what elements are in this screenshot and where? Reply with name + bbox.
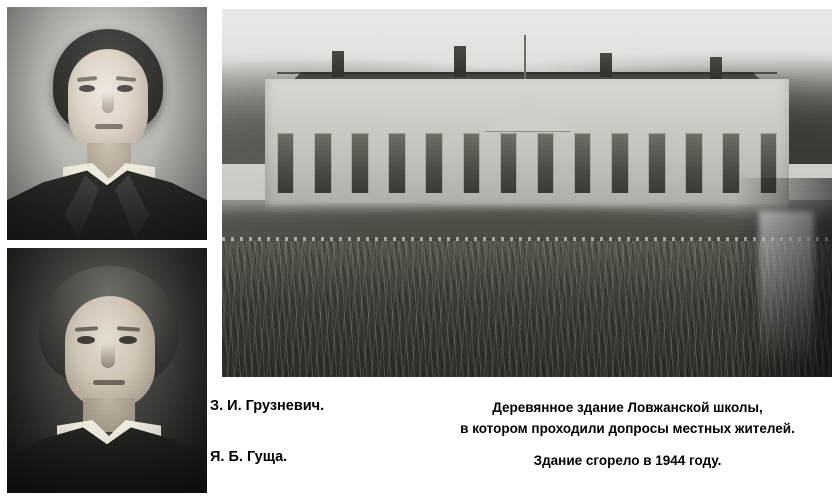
building-caption-line-3: Здание сгорело в 1944 году.	[533, 452, 722, 468]
portrait-eye-right	[117, 85, 133, 92]
school-building-photo	[222, 9, 832, 377]
portrait-eye-right	[119, 336, 137, 344]
portrait-mouth	[95, 124, 123, 129]
building-window	[500, 133, 518, 194]
building-window	[648, 133, 666, 194]
building-caption	[420, 398, 835, 472]
portrait-photo-gushcha	[7, 248, 207, 493]
building-caption-line-1: Деревянное здание Ловжанской школы,	[492, 400, 763, 415]
building-roof-ridge	[277, 72, 777, 74]
building-window	[611, 133, 629, 194]
building-chimney	[600, 53, 612, 77]
portrait-eye-left	[79, 85, 95, 92]
building-window	[463, 133, 481, 194]
building-chimney	[332, 51, 344, 77]
portrait-nose	[102, 93, 114, 113]
portrait-captions	[210, 398, 410, 465]
portrait-photo-gruznevich	[7, 7, 207, 240]
portrait-eye-left	[77, 336, 95, 344]
building-window-row	[277, 134, 777, 193]
building-window	[574, 133, 592, 194]
building-chimney	[454, 46, 466, 77]
building-window	[388, 133, 406, 194]
building-window	[314, 133, 332, 194]
building-window	[537, 133, 555, 194]
caption-name-gruznevich: З. И. Грузневич.	[210, 398, 325, 414]
photo-edge-shadow	[734, 178, 832, 377]
portrait-nose	[101, 344, 115, 368]
building-window	[351, 133, 369, 194]
building-caption-line-2: в котором проходили допросы местных жителей.	[460, 420, 795, 436]
caption-name-gushcha: Я. Б. Гуща.	[210, 448, 288, 465]
portrait-mouth	[93, 380, 125, 385]
building-window	[685, 133, 703, 194]
building-chimney	[710, 57, 722, 79]
building-window	[277, 133, 295, 194]
building-window	[425, 133, 443, 194]
